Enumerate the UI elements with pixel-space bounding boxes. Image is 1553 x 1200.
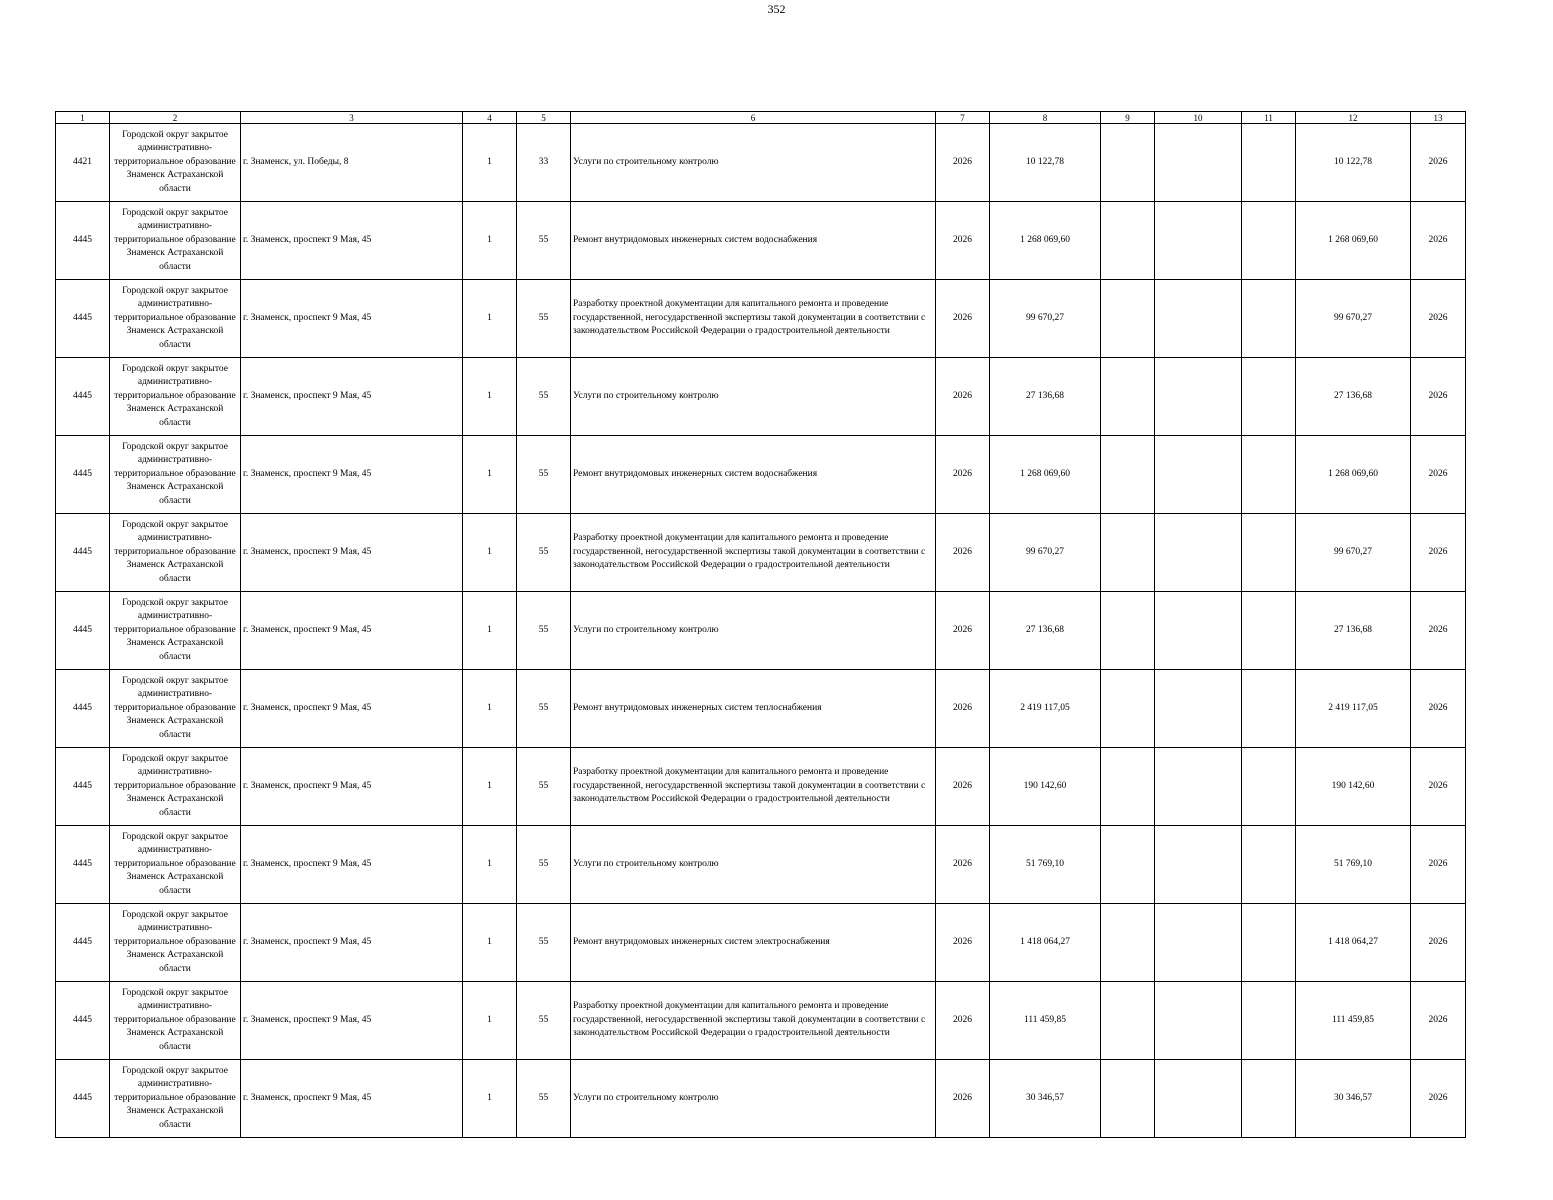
row-id-cell: 4445: [56, 670, 110, 748]
work-type-cell: Услуги по строительному контролю: [571, 592, 936, 670]
col11-cell: [1242, 280, 1296, 358]
col12-cost-cell: 27 136,68: [1296, 358, 1411, 436]
address-cell: г. Знаменск, проспект 9 Мая, 45: [241, 982, 463, 1060]
address-cell: г. Знаменск, проспект 9 Мая, 45: [241, 592, 463, 670]
total-cost-cell: 2 419 117,05: [990, 670, 1101, 748]
col12-cost-cell: 2 419 117,05: [1296, 670, 1411, 748]
work-type-cell: Разработку проектной документации для капитального ремонта и проведение государственной, негосударственной экспертизы такой документации в соответствии с законодательством Российской Федерации о градостроительной деятельности: [571, 748, 936, 826]
year-cell: 2026: [936, 982, 990, 1060]
col12-cost-cell: 190 142,60: [1296, 748, 1411, 826]
col13-year-cell: 2026: [1411, 748, 1466, 826]
municipality-cell: Городской округ закрытое административно-территориальное образование Знаменск Астраханской области: [110, 436, 241, 514]
col4-cell: 1: [463, 202, 517, 280]
municipality-cell: Городской округ закрытое административно-территориальное образование Знаменск Астраханской области: [110, 670, 241, 748]
col5-cell: 55: [517, 826, 571, 904]
municipality-cell: Городской округ закрытое административно-территориальное образование Знаменск Астраханской области: [110, 826, 241, 904]
column-header: 10: [1155, 112, 1242, 124]
col5-cell: 55: [517, 670, 571, 748]
year-cell: 2026: [936, 1060, 990, 1138]
work-type-cell: Разработку проектной документации для капитального ремонта и проведение государственной, негосударственной экспертизы такой документации в соответствии с законодательством Российской Федерации о градостроительной деятельности: [571, 514, 936, 592]
col5-cell: 55: [517, 592, 571, 670]
col4-cell: 1: [463, 826, 517, 904]
col4-cell: 1: [463, 124, 517, 202]
col10-cell: [1155, 202, 1242, 280]
col4-cell: 1: [463, 982, 517, 1060]
col5-cell: 55: [517, 358, 571, 436]
work-type-cell: Ремонт внутридомовых инженерных систем электроснабжения: [571, 904, 936, 982]
col10-cell: [1155, 1060, 1242, 1138]
table-row: [56, 592, 1466, 670]
col12-cost-cell: 30 346,57: [1296, 1060, 1411, 1138]
column-header: 5: [517, 112, 571, 124]
col12-cost-cell: 1 268 069,60: [1296, 436, 1411, 514]
col5-cell: 55: [517, 514, 571, 592]
total-cost-cell: 1 418 064,27: [990, 904, 1101, 982]
column-header: 6: [571, 112, 936, 124]
col11-cell: [1242, 202, 1296, 280]
col9-cell: [1101, 826, 1155, 904]
total-cost-cell: 27 136,68: [990, 358, 1101, 436]
col11-cell: [1242, 1060, 1296, 1138]
table-row: [56, 826, 1466, 904]
col13-year-cell: 2026: [1411, 982, 1466, 1060]
col5-cell: 33: [517, 124, 571, 202]
col13-year-cell: 2026: [1411, 826, 1466, 904]
municipality-cell: Городской округ закрытое административно-территориальное образование Знаменск Астраханской области: [110, 748, 241, 826]
year-cell: 2026: [936, 202, 990, 280]
municipality-cell: Городской округ закрытое административно-территориальное образование Знаменск Астраханской области: [110, 280, 241, 358]
address-cell: г. Знаменск, проспект 9 Мая, 45: [241, 514, 463, 592]
address-cell: г. Знаменск, проспект 9 Мая, 45: [241, 202, 463, 280]
col10-cell: [1155, 982, 1242, 1060]
row-id-cell: 4421: [56, 124, 110, 202]
col13-year-cell: 2026: [1411, 514, 1466, 592]
col11-cell: [1242, 124, 1296, 202]
table-row: [56, 748, 1466, 826]
year-cell: 2026: [936, 592, 990, 670]
col4-cell: 1: [463, 670, 517, 748]
work-type-cell: Ремонт внутридомовых инженерных систем водоснабжения: [571, 202, 936, 280]
col9-cell: [1101, 904, 1155, 982]
col13-year-cell: 2026: [1411, 202, 1466, 280]
work-type-cell: Услуги по строительному контролю: [571, 358, 936, 436]
address-cell: г. Знаменск, проспект 9 Мая, 45: [241, 670, 463, 748]
col9-cell: [1101, 982, 1155, 1060]
col11-cell: [1242, 592, 1296, 670]
municipality-cell: Городской округ закрытое административно-территориальное образование Знаменск Астраханской области: [110, 982, 241, 1060]
row-id-cell: 4445: [56, 748, 110, 826]
work-type-cell: Услуги по строительному контролю: [571, 124, 936, 202]
col5-cell: 55: [517, 202, 571, 280]
table-row: [56, 124, 1466, 202]
col12-cost-cell: 27 136,68: [1296, 592, 1411, 670]
col4-cell: 1: [463, 280, 517, 358]
address-cell: г. Знаменск, ул. Победы, 8: [241, 124, 463, 202]
work-type-cell: Ремонт внутридомовых инженерных систем водоснабжения: [571, 436, 936, 514]
col9-cell: [1101, 202, 1155, 280]
year-cell: 2026: [936, 514, 990, 592]
col5-cell: 55: [517, 436, 571, 514]
address-cell: г. Знаменск, проспект 9 Мая, 45: [241, 436, 463, 514]
work-type-cell: Разработку проектной документации для капитального ремонта и проведение государственной, негосударственной экспертизы такой документации в соответствии с законодательством Российской Федерации о градостроительной деятельности: [571, 982, 936, 1060]
col9-cell: [1101, 592, 1155, 670]
total-cost-cell: 99 670,27: [990, 280, 1101, 358]
col11-cell: [1242, 826, 1296, 904]
year-cell: 2026: [936, 826, 990, 904]
col13-year-cell: 2026: [1411, 280, 1466, 358]
row-id-cell: 4445: [56, 592, 110, 670]
column-header: 7: [936, 112, 990, 124]
col4-cell: 1: [463, 592, 517, 670]
col5-cell: 55: [517, 904, 571, 982]
col13-year-cell: 2026: [1411, 124, 1466, 202]
col9-cell: [1101, 124, 1155, 202]
municipality-cell: Городской округ закрытое административно-территориальное образование Знаменск Астраханской области: [110, 514, 241, 592]
col13-year-cell: 2026: [1411, 436, 1466, 514]
col4-cell: 1: [463, 436, 517, 514]
row-id-cell: 4445: [56, 280, 110, 358]
column-header: 4: [463, 112, 517, 124]
col13-year-cell: 2026: [1411, 1060, 1466, 1138]
row-id-cell: 4445: [56, 358, 110, 436]
municipality-cell: Городской округ закрытое административно-территориальное образование Знаменск Астраханской области: [110, 358, 241, 436]
total-cost-cell: 111 459,85: [990, 982, 1101, 1060]
register-table: [55, 111, 1466, 1138]
year-cell: 2026: [936, 436, 990, 514]
col13-year-cell: 2026: [1411, 592, 1466, 670]
col9-cell: [1101, 358, 1155, 436]
table-row: [56, 358, 1466, 436]
column-header: 1: [56, 112, 110, 124]
col4-cell: 1: [463, 1060, 517, 1138]
municipality-cell: Городской округ закрытое административно-территориальное образование Знаменск Астраханской области: [110, 1060, 241, 1138]
col11-cell: [1242, 748, 1296, 826]
municipality-cell: Городской округ закрытое административно-территориальное образование Знаменск Астраханской области: [110, 904, 241, 982]
year-cell: 2026: [936, 280, 990, 358]
table-row: [56, 904, 1466, 982]
col12-cost-cell: 111 459,85: [1296, 982, 1411, 1060]
column-header: 3: [241, 112, 463, 124]
year-cell: 2026: [936, 124, 990, 202]
address-cell: г. Знаменск, проспект 9 Мая, 45: [241, 280, 463, 358]
col11-cell: [1242, 358, 1296, 436]
col9-cell: [1101, 670, 1155, 748]
col13-year-cell: 2026: [1411, 358, 1466, 436]
table-row: [56, 670, 1466, 748]
row-id-cell: 4445: [56, 904, 110, 982]
col10-cell: [1155, 124, 1242, 202]
row-id-cell: 4445: [56, 436, 110, 514]
col11-cell: [1242, 982, 1296, 1060]
table-row: [56, 514, 1466, 592]
row-id-cell: 4445: [56, 202, 110, 280]
col10-cell: [1155, 904, 1242, 982]
column-header: 2: [110, 112, 241, 124]
year-cell: 2026: [936, 748, 990, 826]
total-cost-cell: 51 769,10: [990, 826, 1101, 904]
table-row: [56, 280, 1466, 358]
column-header: 9: [1101, 112, 1155, 124]
total-cost-cell: 190 142,60: [990, 748, 1101, 826]
col10-cell: [1155, 748, 1242, 826]
total-cost-cell: 10 122,78: [990, 124, 1101, 202]
total-cost-cell: 27 136,68: [990, 592, 1101, 670]
column-header: 11: [1242, 112, 1296, 124]
col12-cost-cell: 99 670,27: [1296, 514, 1411, 592]
table-row: [56, 202, 1466, 280]
col11-cell: [1242, 904, 1296, 982]
col5-cell: 55: [517, 982, 571, 1060]
col12-cost-cell: 99 670,27: [1296, 280, 1411, 358]
col10-cell: [1155, 826, 1242, 904]
total-cost-cell: 99 670,27: [990, 514, 1101, 592]
address-cell: г. Знаменск, проспект 9 Мая, 45: [241, 1060, 463, 1138]
col9-cell: [1101, 1060, 1155, 1138]
col13-year-cell: 2026: [1411, 904, 1466, 982]
col10-cell: [1155, 358, 1242, 436]
year-cell: 2026: [936, 358, 990, 436]
col10-cell: [1155, 514, 1242, 592]
col9-cell: [1101, 436, 1155, 514]
col4-cell: 1: [463, 358, 517, 436]
col10-cell: [1155, 670, 1242, 748]
work-type-cell: Ремонт внутридомовых инженерных систем теплоснабжения: [571, 670, 936, 748]
address-cell: г. Знаменск, проспект 9 Мая, 45: [241, 904, 463, 982]
table-row: [56, 436, 1466, 514]
col12-cost-cell: 1 418 064,27: [1296, 904, 1411, 982]
col4-cell: 1: [463, 748, 517, 826]
table-body: [56, 124, 1466, 1138]
municipality-cell: Городской округ закрытое административно-территориальное образование Знаменск Астраханской области: [110, 592, 241, 670]
col4-cell: 1: [463, 514, 517, 592]
col12-cost-cell: 10 122,78: [1296, 124, 1411, 202]
col9-cell: [1101, 748, 1155, 826]
work-type-cell: Услуги по строительному контролю: [571, 1060, 936, 1138]
municipality-cell: Городской округ закрытое административно-территориальное образование Знаменск Астраханской области: [110, 124, 241, 202]
total-cost-cell: 30 346,57: [990, 1060, 1101, 1138]
col11-cell: [1242, 436, 1296, 514]
row-id-cell: 4445: [56, 826, 110, 904]
col4-cell: 1: [463, 904, 517, 982]
col10-cell: [1155, 436, 1242, 514]
col12-cost-cell: 1 268 069,60: [1296, 202, 1411, 280]
col5-cell: 55: [517, 1060, 571, 1138]
page-number: 352: [767, 2, 786, 16]
address-cell: г. Знаменск, проспект 9 Мая, 45: [241, 358, 463, 436]
total-cost-cell: 1 268 069,60: [990, 436, 1101, 514]
work-type-cell: Услуги по строительному контролю: [571, 826, 936, 904]
table-row: [56, 982, 1466, 1060]
col11-cell: [1242, 670, 1296, 748]
total-cost-cell: 1 268 069,60: [990, 202, 1101, 280]
column-header: 13: [1411, 112, 1466, 124]
work-type-cell: Разработку проектной документации для капитального ремонта и проведение государственной, негосударственной экспертизы такой документации в соответствии с законодательством Российской Федерации о градостроительной деятельности: [571, 280, 936, 358]
col9-cell: [1101, 280, 1155, 358]
row-id-cell: 4445: [56, 514, 110, 592]
col5-cell: 55: [517, 280, 571, 358]
col12-cost-cell: 51 769,10: [1296, 826, 1411, 904]
col13-year-cell: 2026: [1411, 670, 1466, 748]
row-id-cell: 4445: [56, 1060, 110, 1138]
column-header: 12: [1296, 112, 1411, 124]
row-id-cell: 4445: [56, 982, 110, 1060]
column-header: 8: [990, 112, 1101, 124]
address-cell: г. Знаменск, проспект 9 Мая, 45: [241, 748, 463, 826]
col10-cell: [1155, 592, 1242, 670]
header-row: [56, 112, 1466, 124]
table-row: [56, 1060, 1466, 1138]
year-cell: 2026: [936, 670, 990, 748]
municipality-cell: Городской округ закрытое административно-территориальное образование Знаменск Астраханской области: [110, 202, 241, 280]
col11-cell: [1242, 514, 1296, 592]
year-cell: 2026: [936, 904, 990, 982]
col10-cell: [1155, 280, 1242, 358]
col5-cell: 55: [517, 748, 571, 826]
address-cell: г. Знаменск, проспект 9 Мая, 45: [241, 826, 463, 904]
col9-cell: [1101, 514, 1155, 592]
